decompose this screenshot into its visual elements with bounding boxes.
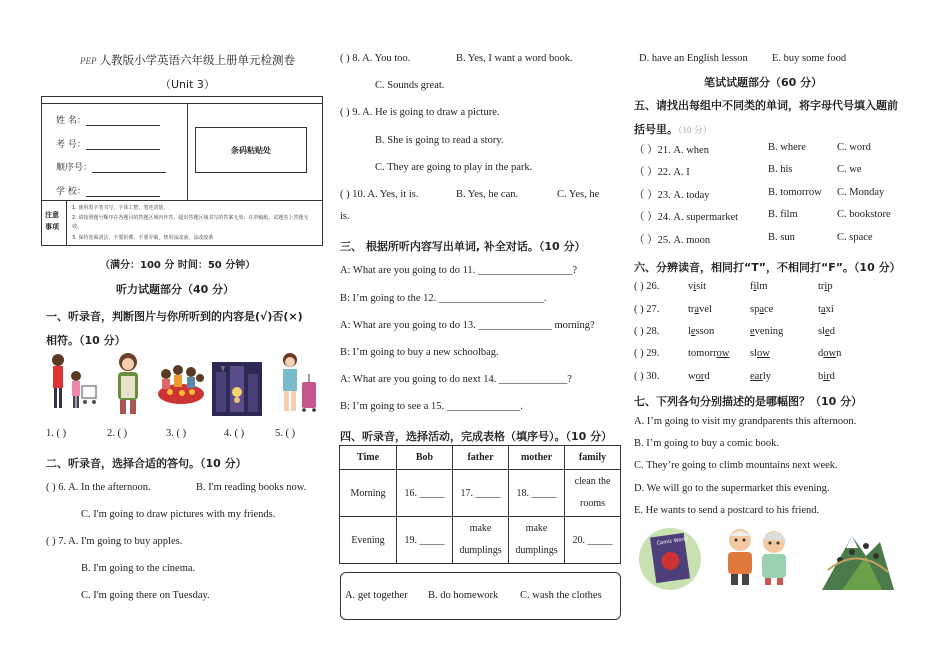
s6-word-part: ow (757, 348, 770, 359)
s7-line-a: A. I’m going to visit my grandparents this afternoon. (634, 416, 857, 427)
cell-father-evening: make dumplings (453, 517, 509, 564)
pic-family-shopping (46, 350, 98, 418)
s6-word-part: tr (818, 281, 825, 292)
s1-answer-3[interactable]: 3. ( ) (166, 428, 187, 439)
s6-word-part: i (693, 281, 697, 292)
s6-word-part: ear (750, 371, 763, 382)
comic-book-text: Comic World (656, 536, 689, 547)
th-family: family (565, 446, 621, 470)
pic-mother-cooking (108, 350, 148, 418)
s1-answer-1[interactable]: 1. ( ) (46, 428, 67, 439)
page-header (80, 52, 295, 68)
s6-word-part: ly (762, 371, 771, 382)
q10-d: is. (340, 211, 350, 222)
s6-word-30-2 (818, 371, 835, 382)
s6-word-27-0 (688, 304, 712, 315)
s6-word-part: w (688, 371, 696, 382)
s6-word-26-2 (818, 281, 833, 292)
th-bob: Bob (397, 446, 453, 470)
s5-option-25-2: C. space (837, 232, 873, 243)
student-info-box (41, 96, 323, 246)
s6-question-28[interactable]: ( ) 28. (634, 326, 660, 337)
s6-word-part: ir (823, 371, 830, 382)
listening-section-title: 听力试题部分（40 分） (116, 283, 235, 296)
q6: ( ) 6. A. In the afternoon. (46, 482, 151, 493)
note-3: 3. 保持卷面清洁，不要折叠、不要弄破，禁用涂改液，涂改胶条 (72, 235, 214, 241)
options-box (340, 572, 621, 620)
s5-question-23[interactable]: （ ）23. A. today (634, 190, 710, 201)
s5-option-23-1: B. tomorrow (768, 187, 822, 198)
activity-table (339, 445, 621, 564)
s6-word-part: sson (695, 326, 715, 337)
pic-comic-book (636, 527, 704, 591)
pic-girl-suitcase (272, 350, 322, 418)
s6-word-part: p (827, 281, 833, 292)
s6-word-28-1 (750, 326, 783, 337)
s5-option-23-2: C. Monday (837, 187, 885, 198)
s5-title: 五、请找出每组中不同类的单词，将字母代号填入题前 (634, 99, 898, 112)
s6-word-part: n (836, 348, 842, 359)
s3-line-12: B: I’m going to the 12. ____________________. (340, 293, 547, 304)
s6-word-26-0 (688, 281, 706, 292)
score-time: （满分：100 分 时间：50 分钟） (100, 260, 256, 271)
q9-c: C. They are going to play in the park. (375, 162, 533, 173)
s5-score: （10 分） (678, 125, 712, 135)
cell-morning: Morning (340, 470, 397, 517)
s6-word-part: sl (750, 348, 758, 359)
s6-word-part: ow (823, 348, 837, 359)
school-field[interactable]: 学 校： (56, 184, 160, 197)
q10-c: C. Yes, he (557, 189, 600, 200)
th-father: father (453, 446, 509, 470)
s1-title: 一、听录音，判断图片与你所听到的内容是(√)否(×) (46, 310, 303, 323)
option-e: E. buy some food (772, 53, 847, 64)
q8: ( ) 8. A. You too. (340, 53, 411, 64)
q10-b: B. Yes, he can. (456, 189, 519, 200)
s6-word-27-2 (818, 304, 834, 315)
s6-word-part: f (750, 281, 754, 292)
s3-line-14: A: What are you going to do next 14. _____________? (340, 374, 572, 385)
s5-option-24-1: B. film (768, 209, 798, 220)
s3-line-b2: B: I’m going to buy a new schoolbag. (340, 347, 499, 358)
s6-word-30-1 (750, 371, 771, 382)
s5-question-25[interactable]: （ ）25. A. moon (634, 235, 711, 246)
s7-line-e: E. He wants to send a postcard to his friend. (634, 505, 820, 516)
s6-word-part: d (704, 371, 710, 382)
s6-word-part: or (695, 371, 705, 382)
cell-19[interactable]: 19. _____ (397, 517, 453, 564)
s3-title: 三、 根据所听内容写出单词, 补全对话。（10 分） (340, 240, 586, 253)
s6-word-28-2 (818, 326, 835, 337)
s6-word-part: xi (825, 304, 834, 315)
cell-18[interactable]: 18. _____ (509, 470, 565, 517)
s6-word-part: tr (688, 304, 695, 315)
s1-answer-2[interactable]: 2. ( ) (107, 428, 128, 439)
s4-title: 四、听录音，选择活动，完成表格（填序号）。（10 分） (340, 430, 613, 443)
pic-family-dinner (156, 352, 206, 416)
s2-title: 二、听录音，选择合适的答句。（10 分） (46, 457, 247, 470)
q9-b: B. She is going to read a story. (375, 135, 504, 146)
s6-word-part: d (818, 348, 824, 359)
option-b: B. do homework (428, 590, 499, 601)
s6-word-27-1 (750, 304, 773, 315)
notes-label: 注意事项 (45, 211, 59, 231)
s6-word-part: a (759, 304, 765, 315)
q10: ( ) 10. A. Yes, it is. (340, 189, 419, 200)
s5-question-24[interactable]: （ ）24. A. supermarket (634, 212, 739, 223)
s5-question-21[interactable]: （ ）21. A. when (634, 145, 709, 156)
s6-word-part: vening (754, 326, 784, 337)
q7-b: B. I'm going to the cinema. (81, 563, 196, 574)
brand-logo: PEP (80, 56, 97, 66)
s7-title: 七、下列各句分别描述的是哪幅图？（10 分） (634, 395, 863, 408)
s6-question-30[interactable]: ( ) 30. (634, 371, 660, 382)
s6-word-part: ow (716, 348, 730, 359)
s6-word-part: a (820, 304, 826, 315)
written-section-title: 笔试试题部分（60 分） (704, 76, 823, 89)
s6-word-part: sp (750, 304, 760, 315)
s6-word-part: b (818, 371, 824, 382)
s3-line-15: B: I’m going to see a 15. ______________. (340, 401, 523, 412)
s6-word-part: l (688, 326, 691, 337)
q9: ( ) 9. A. He is going to draw a picture. (340, 107, 500, 118)
s6-word-26-1 (750, 281, 768, 292)
pic-night-lantern (212, 352, 262, 416)
cell-20[interactable]: 20. _____ (565, 517, 621, 564)
s6-question-27[interactable]: ( ) 27. (634, 304, 660, 315)
pic-grandparents (716, 524, 798, 586)
s6-question-29[interactable]: ( ) 29. (634, 348, 660, 359)
barcode-area: 条码粘贴处 (195, 127, 307, 173)
note-1: 1. 使用黑字笔书写，字体工整，笔迹清楚。 (72, 205, 169, 211)
s5-title-2: 括号里。 (634, 123, 678, 136)
unit-subtitle: （Unit 3） (160, 78, 215, 91)
name-field[interactable]: 姓 名： (56, 113, 160, 126)
s3-line-11: A: What are you going to do 11. __________________? (340, 265, 578, 276)
s6-word-part: e (690, 326, 696, 337)
s6-word-part: vel (699, 304, 712, 315)
cell-mother-evening: make dumplings (509, 517, 565, 564)
s7-line-b: B. I’m going to buy a comic book. (634, 438, 779, 449)
s6-word-part: i (753, 281, 757, 292)
s6-word-part: t (818, 304, 821, 315)
s6-title: 六、分辨读音，相同打“T”，不相同打“F”。（10 分） (634, 261, 901, 274)
s3-line-13: A: What are you going to do 13. ______________ morning? (340, 320, 595, 331)
cell-17[interactable]: 17. _____ (453, 470, 509, 517)
s6-word-30-0 (688, 371, 710, 382)
s6-word-part: tomorr (688, 348, 717, 359)
q7: ( ) 7. A. I'm going to buy apples. (46, 536, 183, 547)
s7-line-d: D. We will go to the supermarket this evening. (634, 483, 830, 494)
s6-word-part: d (829, 371, 835, 382)
s6-word-29-0 (688, 348, 729, 359)
q7-c: C. I'm going there on Tuesday. (81, 590, 210, 601)
th-mother: mother (509, 446, 565, 470)
option-a: A. get together (345, 590, 408, 601)
s6-word-part: e (750, 326, 755, 337)
cell-16[interactable]: 16. _____ (397, 470, 453, 517)
s5-option-24-2: C. bookstore (837, 209, 891, 220)
s1-title-2: 相符。（10 分） (46, 334, 126, 347)
exam-number-field[interactable]: 考 号： (56, 137, 160, 150)
s6-word-part: lm (756, 281, 768, 292)
s6-word-28-0 (688, 326, 714, 337)
q8-c: C. Sounds great. (375, 80, 445, 91)
q6-c: C. I'm going to draw pictures with my friends. (81, 509, 276, 520)
page-title: 人教版小学英语六年级上册单元检测卷 (99, 53, 295, 67)
q6-b: B. I'm reading books now. (196, 482, 307, 493)
s7-line-c: C. They’re going to climb mountains next week. (634, 460, 838, 471)
s6-word-29-1 (750, 348, 770, 359)
s6-word-29-2 (818, 348, 841, 359)
cell-family-morning: clean the rooms (565, 470, 621, 517)
s6-word-part: sit (696, 281, 707, 292)
s6-word-part: v (688, 281, 694, 292)
s6-word-part: d (829, 326, 835, 337)
s1-answer-5[interactable]: 5. ( ) (275, 428, 296, 439)
s5-option-25-1: B. sun (768, 232, 795, 243)
s6-word-part: a (694, 304, 700, 315)
s5-option-22-2: C. we (837, 164, 862, 175)
pic-mountain-climbing (822, 526, 894, 590)
s5-title-2-row (634, 121, 712, 137)
s5-question-22[interactable]: （ ）22. A. I (634, 167, 690, 178)
s5-option-21-1: B. where (768, 142, 806, 153)
s6-word-part: sl (818, 326, 826, 337)
option-d: D. have an English lesson (639, 53, 748, 64)
q8-b: B. Yes, I want a word book. (456, 53, 573, 64)
th-time: Time (340, 446, 397, 470)
order-number-field[interactable]: 顺序号： (56, 160, 166, 173)
s6-word-part: i (824, 281, 828, 292)
s5-option-21-2: C. word (837, 142, 871, 153)
s5-option-22-1: B. his (768, 164, 793, 175)
s6-question-26[interactable]: ( ) 26. (634, 281, 660, 292)
s6-word-part: ce (764, 304, 774, 315)
cell-evening: Evening (340, 517, 397, 564)
s6-word-part: e (825, 326, 830, 337)
s1-answer-4[interactable]: 4. ( ) (224, 428, 245, 439)
note-2: 2. 请按照题号顺序在各题目的答题区域内作答，超出答题区域书写的答案无效；在草稿纸、试题卷上答题无效。 (72, 215, 309, 230)
option-c: C. wash the clothes (520, 590, 602, 601)
